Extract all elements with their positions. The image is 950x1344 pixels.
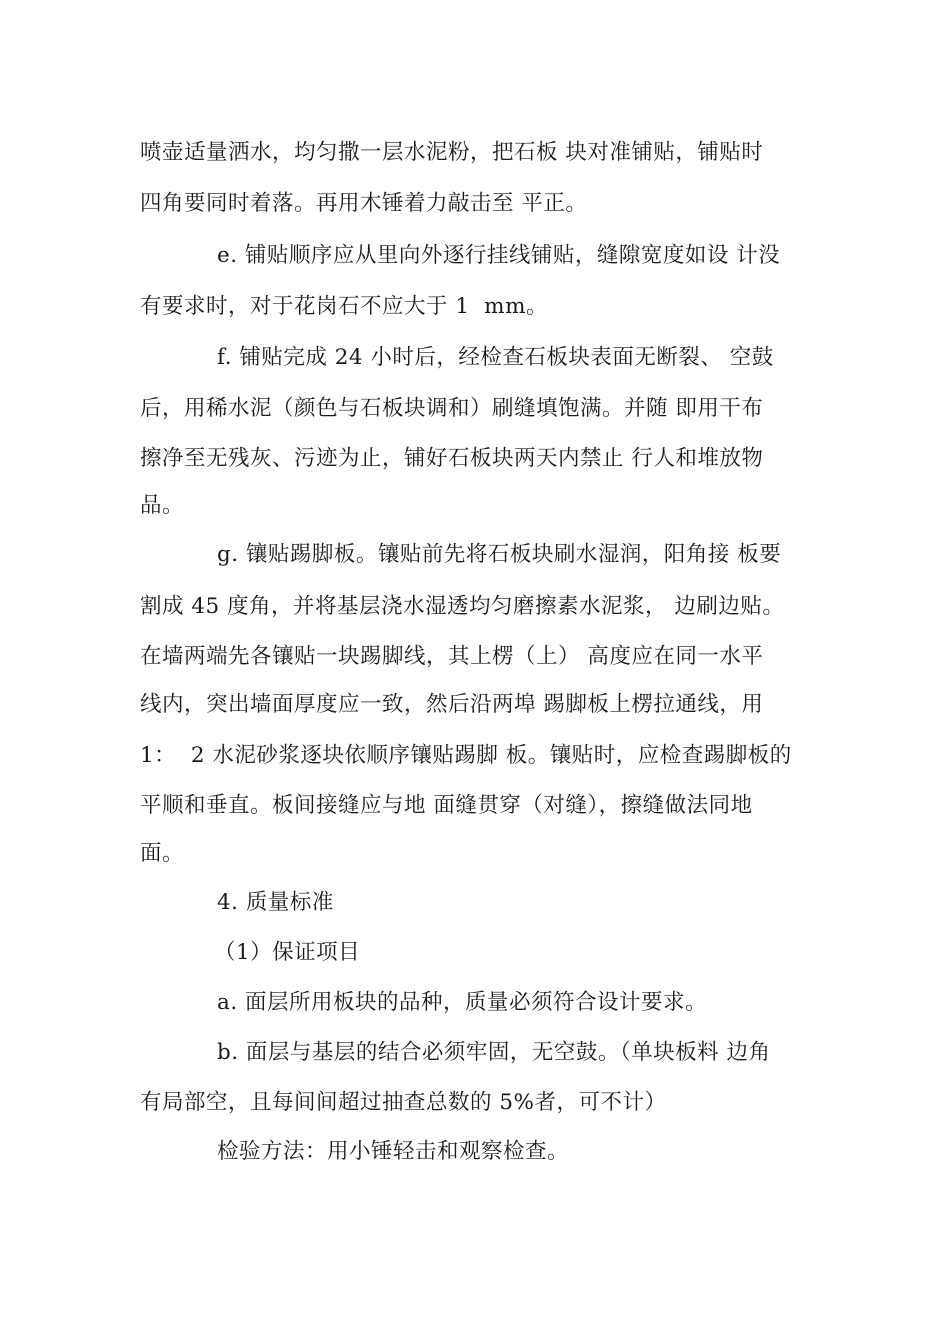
paragraph-g-line-4: 线内，突出墙面厚度应一致，然后沿两埠 踢脚板上楞拉通线，用 (140, 692, 764, 717)
text-line-2: 四角要同时着落。再用木锤着力敲击至 平正。 (140, 191, 588, 216)
paragraph-e-line-1: e. 铺贴顺序应从里向外逐行挂线铺贴，缝隙宽度如设 计没 (217, 243, 781, 268)
paragraph-f-line-4: 品。 (140, 493, 185, 518)
item-b-line-2: 有局部空，且每间间超过抽查总数的 5%者，可不计） (140, 1090, 667, 1115)
subsection-heading-guarantee-items: （1）保证项目 (214, 940, 361, 965)
paragraph-f-line-1: f. 铺贴完成 24 小时后，经检查石板块表面无断裂、 空鼓 (217, 345, 774, 370)
paragraph-f-line-2: 后，用稀水泥（颜色与石板块调和）刷缝填饱满。并随 即用干布 (140, 396, 764, 421)
item-a: a. 面层所用板块的品种，质量必须符合设计要求。 (217, 990, 707, 1015)
paragraph-g-line-6: 平顺和垂直。板间接缝应与地 面缝贯穿（对缝），擦缝做法同地 (140, 793, 753, 818)
paragraph-e-line-2: 有要求时，对于花岗石不应大于 1 mm。 (140, 294, 548, 319)
paragraph-f-line-3: 擦净至无残灰、污迹为止，铺好石板块两天内禁止 行人和堆放物 (140, 446, 764, 471)
inspection-method: 检验方法：用小锤轻击和观察检查。 (217, 1139, 570, 1164)
paragraph-g-line-5: 1： 2 水泥砂浆逐块依顺序镶贴踢脚 板。镶贴时，应检查踢脚板的 (140, 743, 792, 768)
paragraph-g-line-3: 在墙两端先各镶贴一块踢脚线，其上楞（上） 高度应在同一水平 (140, 644, 764, 669)
paragraph-g-line-1: g. 镶贴踢脚板。镶贴前先将石板块刷水湿润，阳角接 板要 (217, 542, 782, 567)
item-b-line-1: b. 面层与基层的结合必须牢固，无空鼓。（单块板料 边角 (217, 1040, 771, 1065)
section-heading-quality-standard: 4. 质量标准 (217, 890, 334, 915)
paragraph-g-line-7: 面。 (140, 841, 185, 866)
paragraph-g-line-2: 割成 45 度角，并将基层浇水湿透均匀磨擦素水泥浆， 边刷边贴。 (140, 594, 785, 619)
text-line-1: 喷壶适量洒水，均匀撒一层水泥粉，把石板 块对准铺贴，铺贴时 (140, 140, 764, 165)
